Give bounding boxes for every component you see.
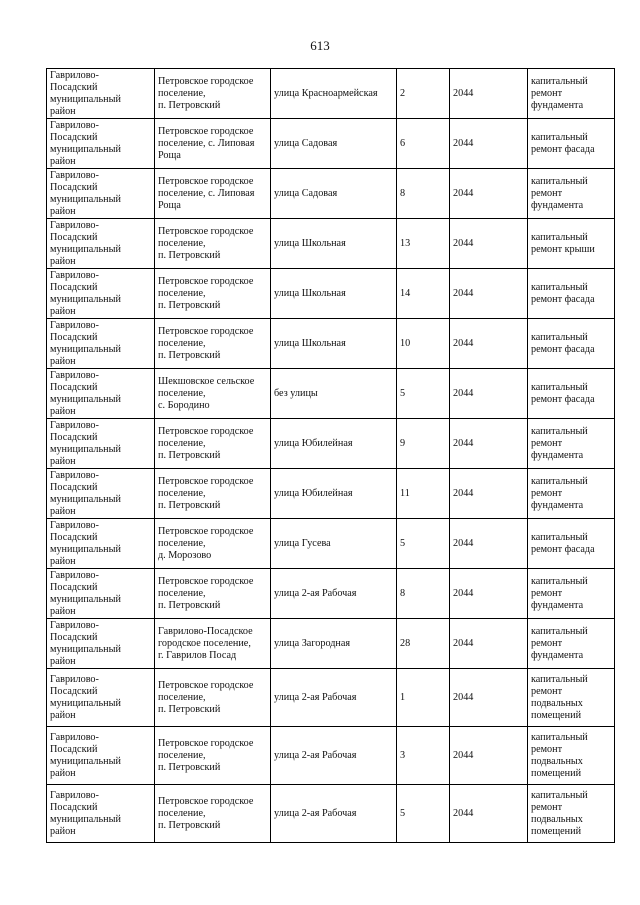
street-cell: улица Юбилейная (271, 419, 397, 469)
settlement-cell: Гаврилово-Посадское городское поселение, г. Гаврилов Посад (155, 619, 271, 669)
year-cell: 2044 (450, 69, 528, 119)
settlement-cell: Шекшовское сельское поселение, с. Бородино (155, 369, 271, 419)
district-cell: Гаврилово- Посадский муниципальный район (47, 619, 155, 669)
district-cell: Гаврилово- Посадский муниципальный район (47, 519, 155, 569)
street-cell: улица Загородная (271, 619, 397, 669)
work-type-cell: капитальный ремонт фасада (528, 119, 615, 169)
work-type-cell: капитальный ремонт подвальных помещений (528, 727, 615, 785)
settlement-cell: Петровское городское поселение, п. Петровский (155, 727, 271, 785)
house-number-cell: 5 (397, 785, 450, 843)
year-cell: 2044 (450, 119, 528, 169)
table-row (47, 519, 615, 569)
table-row (47, 69, 615, 119)
work-type-cell: капитальный ремонт фасада (528, 269, 615, 319)
table-row (47, 469, 615, 519)
work-type-cell: капитальный ремонт фундамента (528, 619, 615, 669)
house-number-cell: 1 (397, 669, 450, 727)
street-cell: улица Школьная (271, 319, 397, 369)
district-cell: Гаврилово- Посадский муниципальный район (47, 319, 155, 369)
table-body (47, 69, 615, 843)
settlement-cell: Петровское городское поселение, п. Петровский (155, 319, 271, 369)
year-cell: 2044 (450, 269, 528, 319)
house-number-cell: 13 (397, 219, 450, 269)
house-number-cell: 5 (397, 369, 450, 419)
table-row (47, 169, 615, 219)
settlement-cell: Петровское городское поселение, с. Липовая Роща (155, 119, 271, 169)
table-row (47, 669, 615, 727)
house-number-cell: 8 (397, 569, 450, 619)
settlement-cell: Петровское городское поселение, п. Петровский (155, 469, 271, 519)
work-type-cell: капитальный ремонт фундамента (528, 169, 615, 219)
year-cell: 2044 (450, 369, 528, 419)
district-cell: Гаврилово- Посадский муниципальный район (47, 669, 155, 727)
house-number-cell: 5 (397, 519, 450, 569)
house-number-cell: 11 (397, 469, 450, 519)
house-number-cell: 8 (397, 169, 450, 219)
work-type-cell: капитальный ремонт фундамента (528, 569, 615, 619)
street-cell: улица 2-ая Рабочая (271, 669, 397, 727)
work-type-cell: капитальный ремонт фасада (528, 369, 615, 419)
street-cell: улица Садовая (271, 119, 397, 169)
street-cell: улица 2-ая Рабочая (271, 727, 397, 785)
year-cell: 2044 (450, 519, 528, 569)
district-cell: Гаврилово- Посадский муниципальный район (47, 785, 155, 843)
work-type-cell: капитальный ремонт подвальных помещений (528, 785, 615, 843)
year-cell: 2044 (450, 727, 528, 785)
settlement-cell: Петровское городское поселение, п. Петровский (155, 569, 271, 619)
settlement-cell: Петровское городское поселение, с. Липовая Роща (155, 169, 271, 219)
street-cell: улица Гусева (271, 519, 397, 569)
work-type-cell: капитальный ремонт фундамента (528, 469, 615, 519)
house-number-cell: 14 (397, 269, 450, 319)
house-number-cell: 3 (397, 727, 450, 785)
repair-schedule-table (46, 68, 615, 843)
street-cell: улица Красноармейская (271, 69, 397, 119)
street-cell: улица Юбилейная (271, 469, 397, 519)
table-row (47, 219, 615, 269)
district-cell: Гаврилово- Посадский муниципальный район (47, 219, 155, 269)
district-cell: Гаврилово- Посадский муниципальный район (47, 419, 155, 469)
table-row (47, 319, 615, 369)
house-number-cell: 28 (397, 619, 450, 669)
house-number-cell: 10 (397, 319, 450, 369)
street-cell: улица Садовая (271, 169, 397, 219)
year-cell: 2044 (450, 319, 528, 369)
year-cell: 2044 (450, 169, 528, 219)
settlement-cell: Петровское городское поселение, п. Петровский (155, 785, 271, 843)
table-row (47, 119, 615, 169)
year-cell: 2044 (450, 469, 528, 519)
district-cell: Гаврилово- Посадский муниципальный район (47, 119, 155, 169)
year-cell: 2044 (450, 419, 528, 469)
street-cell: улица Школьная (271, 269, 397, 319)
table-row (47, 785, 615, 843)
work-type-cell: капитальный ремонт фасада (528, 319, 615, 369)
work-type-cell: капитальный ремонт крыши (528, 219, 615, 269)
table-row (47, 569, 615, 619)
district-cell: Гаврилово- Посадский муниципальный район (47, 69, 155, 119)
work-type-cell: капитальный ремонт подвальных помещений (528, 669, 615, 727)
street-cell: улица Школьная (271, 219, 397, 269)
year-cell: 2044 (450, 785, 528, 843)
settlement-cell: Петровское городское поселение, п. Петровский (155, 669, 271, 727)
settlement-cell: Петровское городское поселение, п. Петровский (155, 69, 271, 119)
year-cell: 2044 (450, 669, 528, 727)
table-row (47, 269, 615, 319)
house-number-cell: 2 (397, 69, 450, 119)
district-cell: Гаврилово- Посадский муниципальный район (47, 569, 155, 619)
year-cell: 2044 (450, 619, 528, 669)
house-number-cell: 9 (397, 419, 450, 469)
street-cell: улица 2-ая Рабочая (271, 569, 397, 619)
settlement-cell: Петровское городское поселение, п. Петровский (155, 219, 271, 269)
street-cell: без улицы (271, 369, 397, 419)
work-type-cell: капитальный ремонт фундамента (528, 419, 615, 469)
year-cell: 2044 (450, 569, 528, 619)
district-cell: Гаврилово- Посадский муниципальный район (47, 369, 155, 419)
year-cell: 2044 (450, 219, 528, 269)
district-cell: Гаврилово- Посадский муниципальный район (47, 469, 155, 519)
district-cell: Гаврилово- Посадский муниципальный район (47, 169, 155, 219)
house-number-cell: 6 (397, 119, 450, 169)
page-number: 613 (310, 38, 330, 53)
street-cell: улица 2-ая Рабочая (271, 785, 397, 843)
table-row (47, 727, 615, 785)
table-row (47, 419, 615, 469)
settlement-cell: Петровское городское поселение, п. Петровский (155, 419, 271, 469)
table-row (47, 369, 615, 419)
table-row (47, 619, 615, 669)
district-cell: Гаврилово- Посадский муниципальный район (47, 269, 155, 319)
district-cell: Гаврилово- Посадский муниципальный район (47, 727, 155, 785)
settlement-cell: Петровское городское поселение, д. Морозово (155, 519, 271, 569)
work-type-cell: капитальный ремонт фасада (528, 519, 615, 569)
work-type-cell: капитальный ремонт фундамента (528, 69, 615, 119)
settlement-cell: Петровское городское поселение, п. Петровский (155, 269, 271, 319)
